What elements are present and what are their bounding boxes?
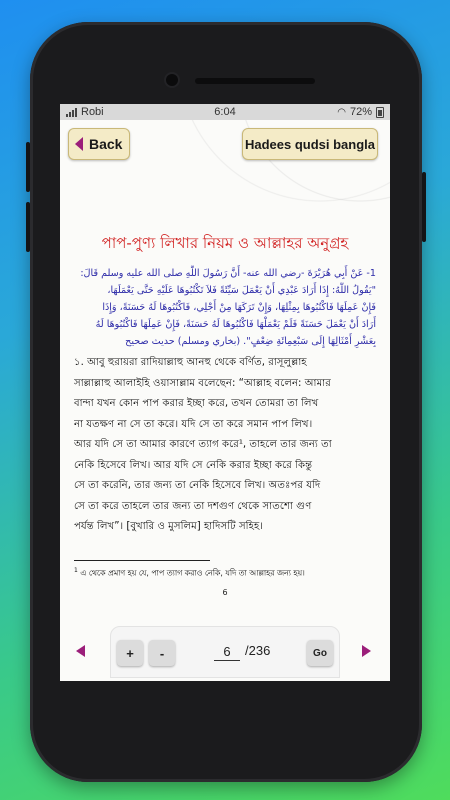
app-content — [60, 120, 390, 681]
zoom-out-button[interactable]: - — [149, 640, 175, 666]
earpiece-speaker — [195, 78, 315, 84]
back-button[interactable] — [68, 128, 130, 160]
arabic-line: فَإِنْ عَمِلَهَا فَاكْتُبُوهَا بِمِثْلِهَا، وَإِنْ تَرَكَهَا مِنْ أَجْلِي، فَاكْتُبُوهَا لَهُ حَسَنَةً، وَإِذَا — [102, 302, 376, 313]
go-button[interactable]: Go — [307, 640, 333, 666]
app-title: Hadees qudsi bangla — [244, 136, 376, 152]
bangla-line: ১. আবু হুরায়রা রাদিয়াল্লাহু আনহু থেকে বর্ণিত, রাসূলুল্লাহ — [74, 357, 307, 368]
bangla-text — [74, 353, 376, 538]
next-page-icon[interactable] — [362, 645, 371, 657]
status-bar — [60, 104, 390, 120]
phone-side-button — [26, 202, 30, 252]
footnote-divider — [74, 560, 210, 561]
bangla-line: সাল্লাল্লাহু আলাইহি ওয়াসাল্লাম বলেছেন: “আল্লাহ বলেন: আমার — [74, 377, 331, 389]
zoom-in-button[interactable]: + — [117, 640, 143, 666]
phone-screen — [60, 104, 390, 681]
phone-side-button — [26, 142, 30, 192]
bangla-line: সে তা করে তাহলে তার জন্য তা দশগুণ থেকে সাতশো গুণ — [74, 500, 312, 512]
hadith-heading: পাপ-পুণ্য লিখার নিয়ম ও আল্লাহর অনুগ্রহ — [101, 234, 349, 252]
back-button-label: Back — [89, 136, 123, 152]
battery-icon — [376, 107, 384, 118]
page-number-input[interactable] — [214, 642, 240, 661]
status-time: 6:04 — [214, 106, 236, 118]
front-camera — [166, 74, 178, 86]
arabic-text — [74, 265, 376, 350]
signal-icon — [66, 108, 77, 117]
bangla-line: নেকি হিসেবে লিখ। আর যদি সে নেকি করার ইচ্ছা করে কিন্তু — [74, 459, 313, 471]
carrier-name: Robi — [81, 106, 104, 118]
footnote-mark: 1 — [74, 566, 78, 574]
back-arrow-icon — [75, 137, 83, 151]
previous-page-icon[interactable] — [76, 645, 85, 657]
arabic-line: أَرَادَ أَنْ يَعْمَلَ حَسَنَةً فَلَمْ يَعْمَلْهَا فَاكْتُبُوهَا لَهُ حَسَنَةً، فَإِنْ عَمِلَهَا فَاكْتُبُوهَا لَهُ — [95, 319, 376, 330]
bangla-line: আর যদি সে তা আমার কারণে ত্যাগ করে¹, তাহলে তার জন্য তা — [74, 439, 332, 450]
total-pages: /236 — [245, 643, 271, 658]
wifi-icon: ◠ — [337, 106, 346, 118]
bangla-line: না যতক্ষণ না সে তা করে। যদি সে তা করে সমান পাপ লিখ। — [74, 418, 313, 430]
page-number: 6 — [222, 588, 228, 598]
footnote — [74, 567, 376, 581]
phone-side-button — [422, 172, 426, 242]
bangla-line: বান্দা যখন কোন পাপ করার ইচ্ছা করে, তখন তোমরা তা লিখ — [74, 398, 319, 409]
battery-percent: 72% — [349, 106, 372, 118]
app-title-button[interactable] — [242, 128, 378, 160]
arabic-line: "يَقُولُ اللَّهُ: إِذَا أَرَادَ عَبْدِي أَنْ يَعْمَلَ سَيِّئَةً فَلاَ تَكْتُبُوهَا عَلَيْهِ حَتَّى يَعْمَلَهَا، — [107, 285, 376, 296]
arabic-line: 1- عَنْ أَبِي هُرَيْرَةَ -رضي الله عنه- أَنَّ رَسُولَ اللَّهِ صلى الله عليه وسلم قَالَ: — [80, 268, 376, 279]
arabic-line: بِعَشْرِ أَمْثَالِهَا إِلَى سَبْعِمِائَةِ ضِعْفٍ". (بخاري ومسلم) حديث صحيح — [125, 336, 376, 347]
bangla-line: পর্যন্ত লিখ”। [বুখারি ও মুসলিম] হাদিসটি সহিহ। — [74, 521, 263, 532]
book-page — [74, 232, 376, 597]
page-navigation-bar — [110, 626, 340, 678]
bangla-line: সে তা করেনি, তার জন্য তা নেকি হিসেবে লিখ। অতঃপর যদি — [74, 480, 321, 491]
footnote-text: এ থেকে প্রমাণ হয় যে, পাপ ত্যাগ করাও নেকি, যদি তা আল্লাহর জন্য হয়। — [77, 568, 305, 578]
